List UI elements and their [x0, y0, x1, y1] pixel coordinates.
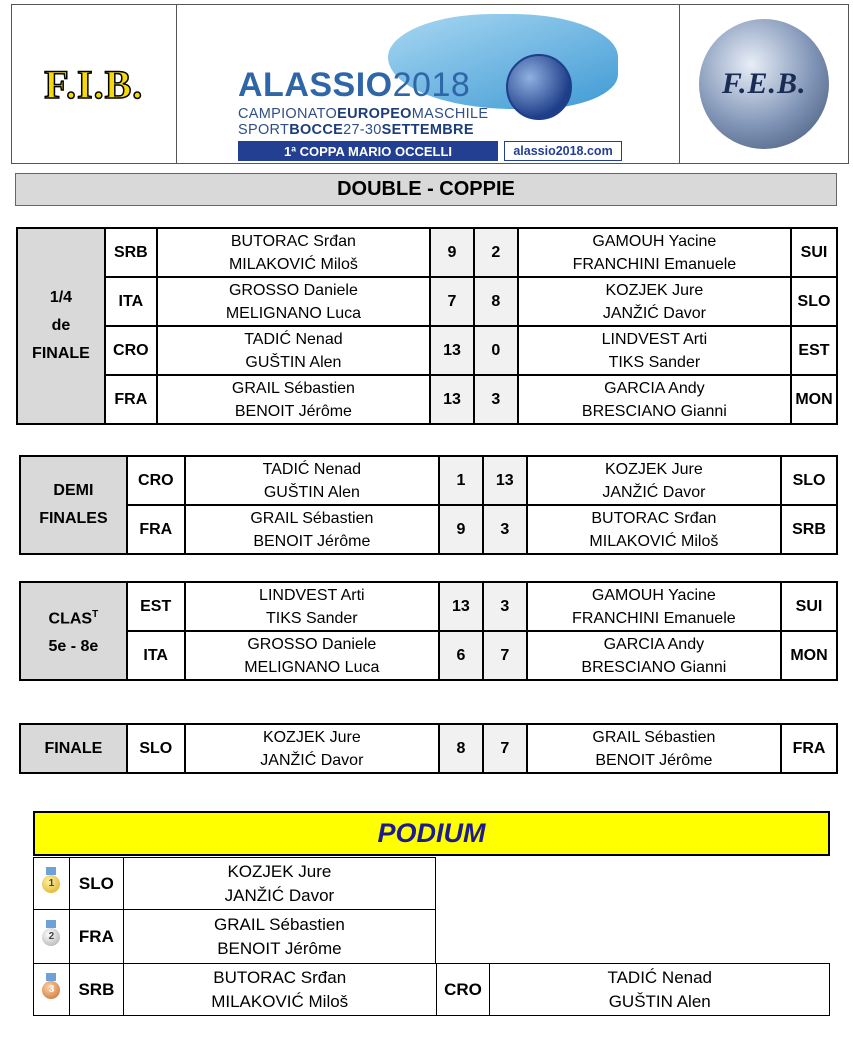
team-players: BUTORAC Srđan MILAKOVIĆ Miloš — [527, 505, 781, 554]
podium-row-first — [34, 858, 436, 910]
table-row — [17, 326, 837, 375]
score: 6 — [439, 631, 483, 680]
silver-medal-icon: 2 — [42, 928, 60, 946]
team-players: KOZJEK Jure JANŽIĆ Davor — [123, 858, 435, 910]
table-row — [17, 277, 837, 326]
score: 7 — [483, 724, 527, 773]
team-players: KOZJEK Jure JANŽIĆ Davor — [185, 724, 439, 773]
nation-code: SUI — [791, 228, 837, 277]
section-title: DOUBLE - COPPIE — [15, 173, 837, 206]
score: 8 — [474, 277, 518, 326]
fib-logo-text: F.I.B. — [44, 61, 144, 107]
team-players: TADIĆ Nenad GUŠTIN Alen — [490, 964, 830, 1016]
team-players: LINDVEST Arti TIKS Sander — [185, 582, 439, 631]
nation-code: MON — [781, 631, 837, 680]
team-players: GAMOUH Yacine FRANCHINI Emanuele — [527, 582, 781, 631]
nation-code: ITA — [127, 631, 185, 680]
team-players: BUTORAC Srđan MILAKOVIĆ Miloš — [123, 964, 436, 1016]
event-subtitle-2: SPORTBOCCE27-30SETTEMBRE — [238, 122, 474, 138]
table-row — [20, 631, 837, 680]
team-players: GRAIL Sébastien BENOIT Jérôme — [185, 505, 439, 554]
nation-code: SLO — [127, 724, 185, 773]
globe-icon — [699, 19, 829, 149]
team-players: GARCIA Andy BRESCIANO Gianni — [527, 631, 781, 680]
gold-medal-icon: 1 — [42, 875, 60, 893]
score: 8 — [439, 724, 483, 773]
team-players: TADIĆ Nenad GUŠTIN Alen — [185, 456, 439, 505]
semi-finals-table — [19, 455, 838, 555]
nation-code: SLO — [781, 456, 837, 505]
score: 0 — [474, 326, 518, 375]
table-row — [20, 505, 837, 554]
table-row — [17, 228, 837, 277]
phase-label: 1/4 de FINALE — [17, 228, 105, 424]
phase-label: DEMI FINALES — [20, 456, 127, 554]
podium-title: PODIUM — [33, 811, 830, 856]
podium-row-third — [34, 964, 830, 1016]
table-row — [20, 582, 837, 631]
nation-code: CRO — [127, 456, 185, 505]
event-title: ALASSIO2018 — [238, 66, 471, 104]
table-row — [20, 456, 837, 505]
nation-code: CRO — [105, 326, 157, 375]
team-players: KOZJEK Jure JANŽIĆ Davor — [527, 456, 781, 505]
bocce-ball-icon — [506, 54, 572, 120]
nation-code: SRB — [105, 228, 157, 277]
nation-code: EST — [127, 582, 185, 631]
nation-code: FRA — [127, 505, 185, 554]
score: 3 — [483, 582, 527, 631]
nation-code: FRA — [69, 910, 123, 964]
team-players: BUTORAC Srđan MILAKOVIĆ Miloš — [157, 228, 430, 277]
score: 2 — [474, 228, 518, 277]
score: 13 — [483, 456, 527, 505]
bronze-medal-icon: 3 — [42, 981, 60, 999]
nation-code: MON — [791, 375, 837, 424]
score: 9 — [430, 228, 474, 277]
podium-third-table — [33, 963, 830, 1016]
nation-code: SLO — [69, 858, 123, 910]
team-players: GROSSO Daniele MELIGNANO Luca — [185, 631, 439, 680]
team-players: GAMOUH Yacine FRANCHINI Emanuele — [518, 228, 791, 277]
team-players: LINDVEST Arti TIKS Sander — [518, 326, 791, 375]
nation-code: SLO — [791, 277, 837, 326]
team-players: GRAIL Sébastien BENOIT Jérôme — [157, 375, 430, 424]
header-banner — [11, 4, 849, 164]
phase-label: FINALE — [20, 724, 127, 773]
nation-code: FRA — [105, 375, 157, 424]
event-subtitle-1: CAMPIONATOEUROPEOMASCHILE — [238, 106, 489, 122]
nation-code: EST — [791, 326, 837, 375]
team-players: KOZJEK Jure JANŽIĆ Davor — [518, 277, 791, 326]
nation-code: SRB — [69, 964, 123, 1016]
nation-code: ITA — [105, 277, 157, 326]
podium-row-second — [34, 910, 436, 964]
team-players: GARCIA Andy BRESCIANO Gianni — [518, 375, 791, 424]
event-logo — [177, 5, 681, 163]
score: 13 — [430, 375, 474, 424]
phase-label: $CLAS^T$ 5e - 8e — [20, 582, 127, 680]
table-row — [20, 724, 837, 773]
feb-logo — [680, 5, 848, 163]
feb-logo-text: F.E.B. — [721, 67, 807, 100]
nation-code: SUI — [781, 582, 837, 631]
quarter-finals-table — [16, 227, 838, 425]
final-table — [19, 723, 838, 774]
nation-code: SRB — [781, 505, 837, 554]
team-players: GROSSO Daniele MELIGNANO Luca — [157, 277, 430, 326]
team-players: GRAIL Sébastien BENOIT Jérôme — [123, 910, 435, 964]
score: 13 — [430, 326, 474, 375]
score: 13 — [439, 582, 483, 631]
classification-table — [19, 581, 838, 681]
team-players: GRAIL Sébastien BENOIT Jérôme — [527, 724, 781, 773]
coppa-banner: 1ª COPPA MARIO OCCELLI — [238, 141, 498, 161]
nation-code: CRO — [436, 964, 490, 1016]
score: 9 — [439, 505, 483, 554]
event-website: alassio2018.com — [504, 141, 622, 161]
score: 3 — [474, 375, 518, 424]
nation-code: FRA — [781, 724, 837, 773]
podium-table — [33, 857, 436, 964]
team-players: TADIĆ Nenad GUŠTIN Alen — [157, 326, 430, 375]
score: 7 — [430, 277, 474, 326]
fib-logo — [12, 5, 177, 163]
score: 1 — [439, 456, 483, 505]
table-row — [17, 375, 837, 424]
score: 7 — [483, 631, 527, 680]
score: 3 — [483, 505, 527, 554]
